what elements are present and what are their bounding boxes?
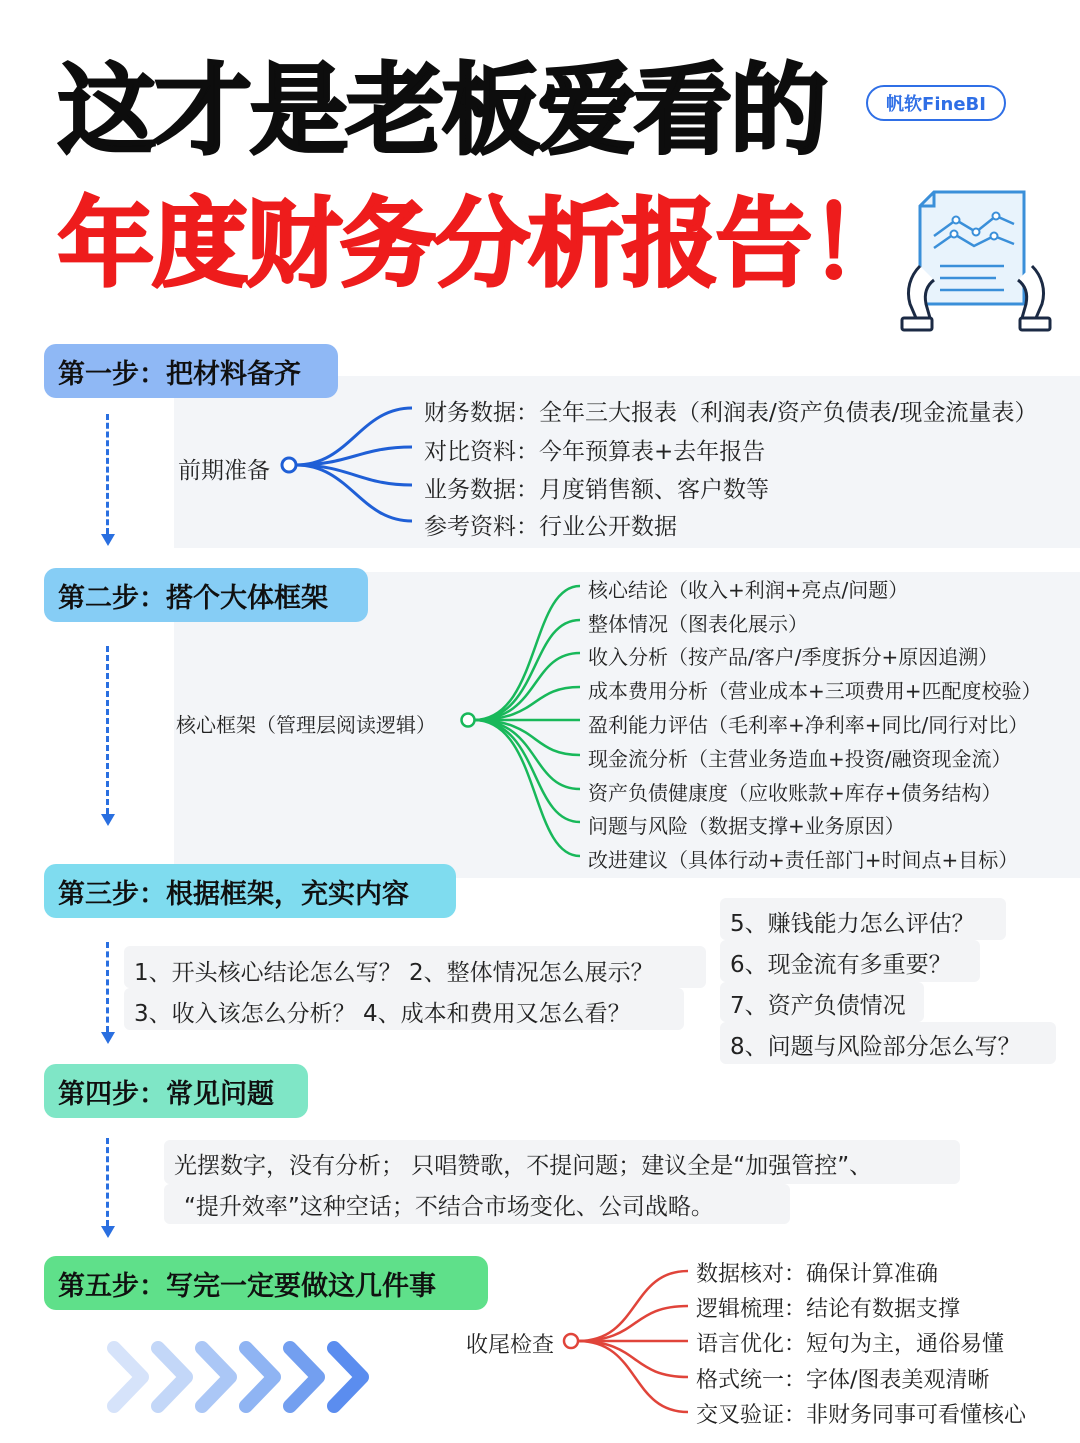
question-line: 3、收入该怎么分析？ 4、成本和费用又怎么看？ [134,1001,631,1027]
list-item: 语言优化：短句为主，通俗易懂 [696,1332,1005,1357]
issue-line: “提升效率”这种空话；不结合市场变化、公司战略。 [184,1194,714,1220]
list-item: 参考资料：行业公开数据 [424,514,677,540]
list-item: 问题与风险（数据支撑+业务原因） [588,814,905,838]
step1-root: 前期准备 [178,458,270,484]
list-item: 数据核对：确保计算准确 [696,1262,939,1287]
title-line-1: 这才是老板爱看的 [58,54,827,168]
step5-root: 收尾检查 [466,1333,555,1358]
list-item: 业务数据：月度销售额、客户数等 [424,477,769,503]
list-item: 核心结论（收入+利润+亮点/问题） [588,578,909,602]
question-line: 7、资产负债情况 [730,993,906,1019]
list-item: 改进建议（具体行动+责任部门+时间点+目标） [588,848,1019,872]
step2-label: 第二步：搭个大体框架 [44,568,368,622]
list-item: 对比资料：今年预算表+去年报告 [424,439,766,465]
step5-label: 第五步：写完一定要做这几件事 [44,1256,488,1310]
list-item: 逻辑梳理：结论有数据支撑 [696,1297,961,1322]
list-item: 成本费用分析（营业成本+三项费用+匹配度校验） [588,679,1042,703]
title-line-2: 年度财务分析报告！ [58,188,904,300]
step3-label: 第三步：根据框架，充实内容 [44,864,456,918]
question-line: 8、问题与风险部分怎么写？ [730,1034,1021,1060]
issue-line: 光摆数字，没有分析； 只唱赞歌，不提问题；建议全是“加强管控”、 [174,1153,873,1179]
step1-label: 第一步：把材料备齐 [44,344,338,398]
question-line: 1、开头核心结论怎么写？ 2、整体情况怎么展示？ [134,960,654,986]
step4-label: 第四步：常见问题 [44,1064,308,1118]
list-item: 财务数据：全年三大报表（利润表/资产负债表/现金流量表） [424,400,1038,426]
question-line: 6、现金流有多重要？ [730,952,952,978]
list-item: 资产负债健康度（应收账款+库存+债务结构） [588,781,1002,805]
list-item: 整体情况（图表化展示） [588,612,808,636]
step2-root: 核心框架（管理层阅读逻辑） [176,713,436,737]
brand-badge: 帆软FineBI [866,85,1006,121]
list-item: 现金流分析（主营业务造血+投资/融资现金流） [588,747,1012,771]
list-item: 盈利能力评估（毛利率+净利率+同比/同行对比） [588,713,1029,737]
list-item: 格式统一：字体/图表美观清晰 [696,1368,990,1393]
list-item: 收入分析（按产品/客户/季度拆分+原因追溯） [588,645,999,669]
list-item: 交叉验证：非财务同事可看懂核心 [696,1403,1027,1428]
question-line: 5、赚钱能力怎么评估？ [730,911,975,937]
